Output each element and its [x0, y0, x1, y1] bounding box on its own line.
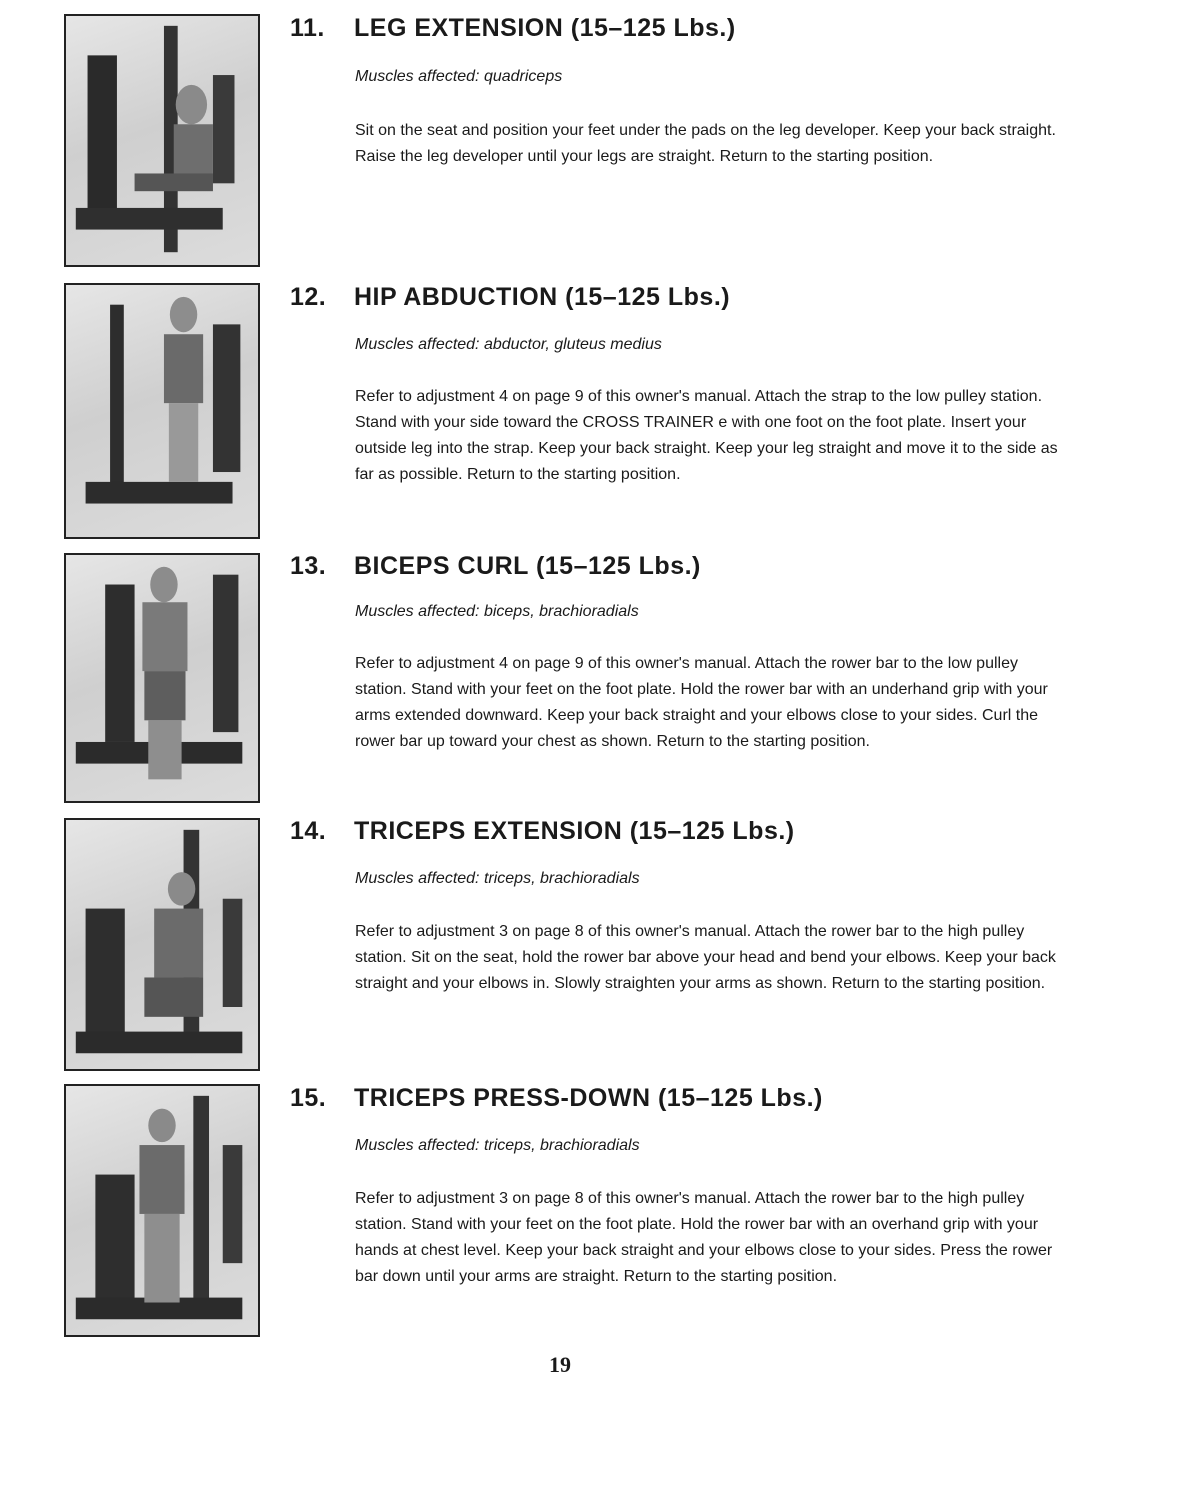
- triceps-press-down-photo: [64, 1084, 260, 1337]
- exercise-number: 14.: [290, 817, 327, 845]
- exercise-number: 12.: [290, 283, 327, 311]
- exercise-description: Refer to adjustment 3 on page 8 of this owner's manual. Attach the rower bar to the high pulley station. Sit on the seat, hold the rower bar above your head and bend your elbows. Keep your back straight and your elbows in. Slowly straighten your arms as shown. Return to the starting position.: [355, 923, 1056, 992]
- exercise-title: BICEPS CURL (15–125 Lbs.): [354, 552, 701, 580]
- muscles-affected: Muscles affected: triceps, brachioradials: [355, 870, 640, 887]
- leg-extension-photo: [64, 14, 260, 267]
- muscles-affected: Muscles affected: abductor, gluteus medius: [355, 336, 662, 353]
- triceps-extension-photo: [64, 818, 260, 1071]
- exercise-description: Refer to adjustment 3 on page 8 of this owner's manual. Attach the rower bar to the high pulley station. Stand with your feet on the foot plate. Hold the rower bar with an overhand grip with your hands at chest level. Keep your back straight and your elbows close to your sides. Press the rower bar down until your arms are straight. Return to the starting position.: [355, 1190, 1053, 1285]
- exercise-description: Refer to adjustment 4 on page 9 of this owner's manual. Attach the strap to the low pulley station. Stand with your side toward the CROSS TRAINER e with one foot on the foot plate. Insert your outside leg into the strap. Keep your back straight. Keep your leg straight and move it to the side as far as possible. Return to the starting position.: [355, 388, 1058, 483]
- exercise-title: LEG EXTENSION (15–125 Lbs.): [354, 14, 736, 42]
- biceps-curl-photo: [64, 553, 260, 803]
- hip-abduction-photo: [64, 283, 260, 539]
- page-number: 19: [549, 1352, 571, 1377]
- exercise-number: 13.: [290, 552, 327, 580]
- muscles-affected: Muscles affected: triceps, brachioradials: [355, 1137, 640, 1154]
- exercise-number: 11.: [290, 14, 325, 42]
- exercise-title: TRICEPS EXTENSION (15–125 Lbs.): [354, 817, 795, 845]
- exercise-title: TRICEPS PRESS-DOWN (15–125 Lbs.): [354, 1084, 823, 1112]
- exercise-number: 15.: [290, 1084, 327, 1112]
- muscles-affected: Muscles affected: quadriceps: [355, 68, 563, 85]
- muscles-affected: Muscles affected: biceps, brachioradials: [355, 603, 639, 620]
- exercise-description: Refer to adjustment 4 on page 9 of this owner's manual. Attach the rower bar to the low pulley station. Stand with your feet on the foot plate. Hold the rower bar with an underhand grip with your arms extended downward. Keep your back straight and your elbows close to your sides. Curl the rower bar up toward your chest as shown. Return to the starting position.: [355, 655, 1048, 750]
- exercise-title: HIP ABDUCTION (15–125 Lbs.): [354, 283, 731, 311]
- exercise-description: Sit on the seat and position your feet under the pads on the leg developer. Keep your back straight. Raise the leg developer until your legs are straight. Return to the starting position.: [355, 122, 1056, 165]
